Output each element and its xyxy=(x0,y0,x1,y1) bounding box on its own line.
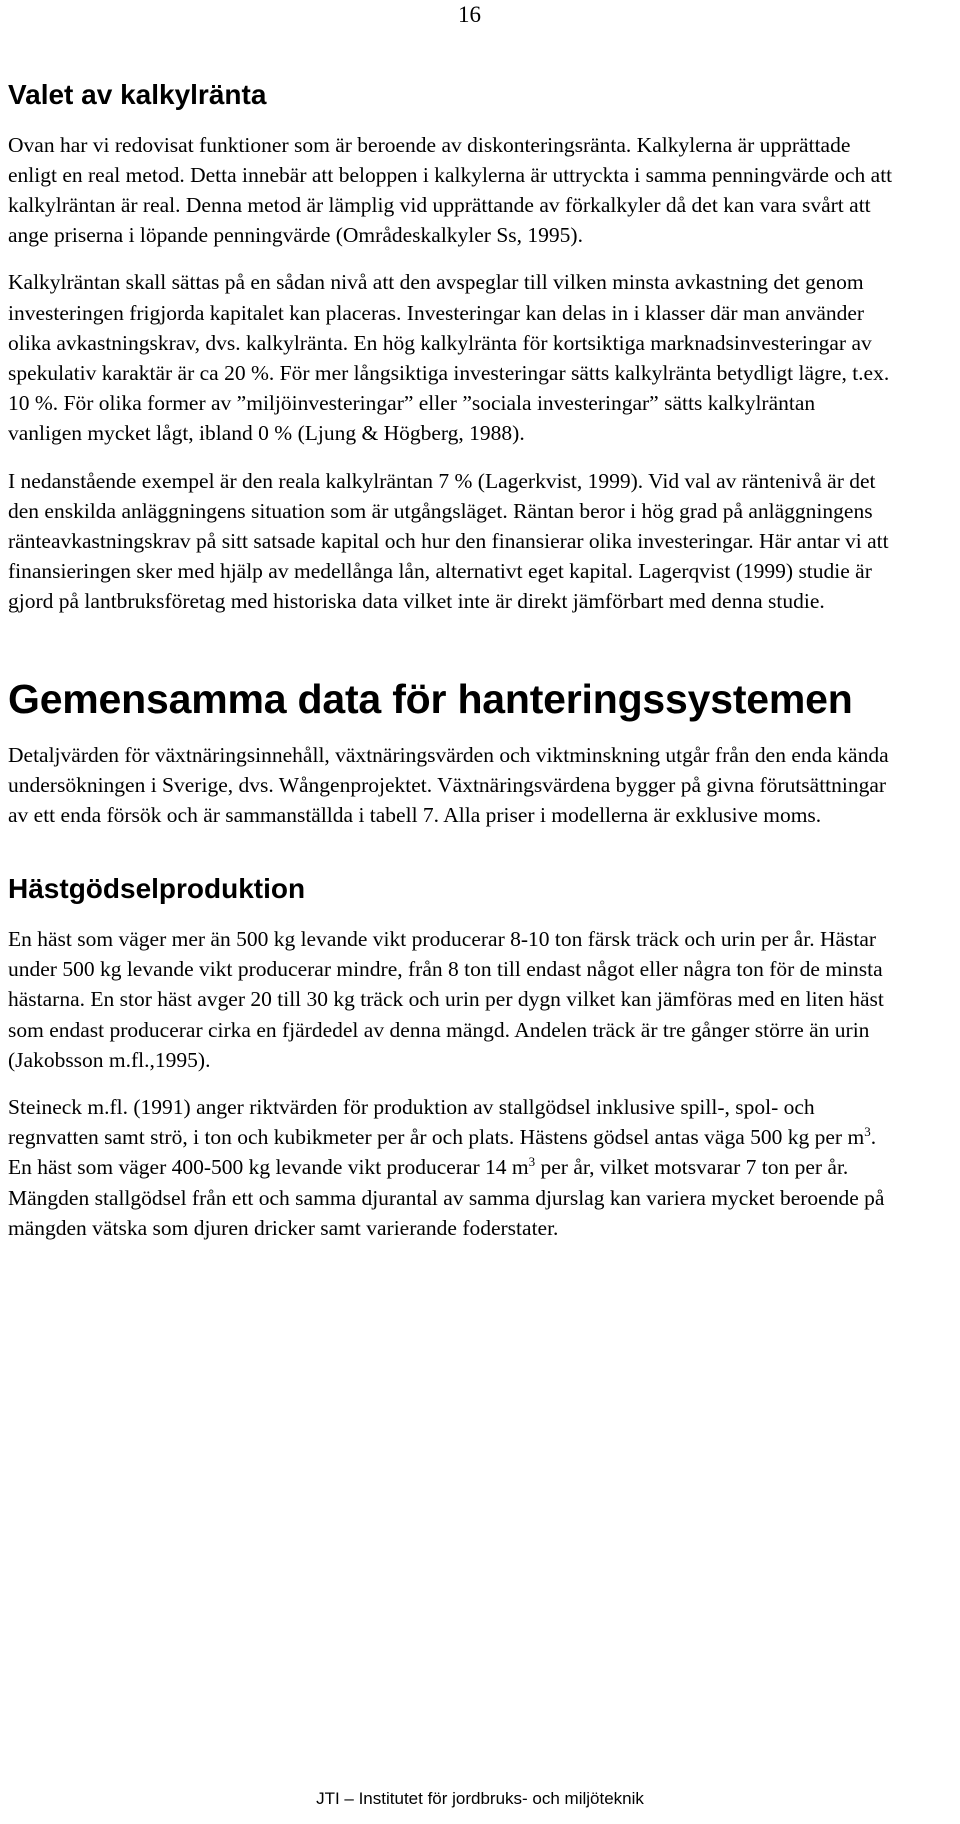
page-footer: JTI – Institutet för jordbruks- och miljöteknik xyxy=(316,1789,644,1808)
paragraph: Kalkylräntan skall sättas på en sådan nivå att den avspeglar till vilken minsta avkastning det genom investeringen frigjorda kapitalet kan placeras. Investeringar kan delas in i klasser där man använder olika avkastningskrav, dvs. kalkylränta. En hög kalkylränta för kortsiktiga marknadsinvesteringar av spekulativ karaktär är ca 20 %. För mer långsiktiga investeringar sätts kalkylränta betydligt lägre, t.ex. 10 %. För olika former av ”miljöinvesteringar” eller ”sociala investeringar” sätts kalkylräntan vanligen mycket lågt, ibland 0 % (Ljung & Högberg, 1988). xyxy=(8,270,890,446)
paragraph: Ovan har vi redovisat funktioner som är beroende av diskonteringsränta. Kalkylerna är upprättade enligt en real metod. Detta innebär att beloppen i kalkylerna är uttryckta i samma penningvärde och att kalkylräntan är real. Denna metod är lämplig vid upprättande av förkalkyler då det kan vara svårt att ange priserna i löpande penningvärde (Områdeskalkyler Ss, 1995). xyxy=(8,132,893,248)
section-heading-hastgodselproduktion: Hästgödselproduktion xyxy=(8,873,306,905)
page-number: 16 xyxy=(458,2,481,27)
superscript: 3 xyxy=(528,1154,536,1170)
chapter-heading-gemensamma-data: Gemensamma data för hanteringssystemen xyxy=(8,675,853,722)
superscript: 3 xyxy=(864,1124,871,1140)
document-body xyxy=(8,78,893,1260)
section-hastgodselproduktion xyxy=(8,872,893,1243)
text-run: per år, vilket motsvarar 7 ton per år. Mängden stallgödsel från ett och samma djurantal av samma djurslag kan variera mycket beroende på mängden vätska som djuren dricker samt varierande foderstater. xyxy=(8,1155,885,1240)
paragraph: Detaljvärden för växtnäringsinnehåll, växtnäringsvärden och viktminskning utgår från den enda kända undersökningen i Sverige, dvs. Wångenprojektet. Växtnäringsvärdena bygger på givna förutsättningar av ett enda försök och är sammanställda i tabell 7. Alla priser i modellerna är exklusive moms. xyxy=(8,742,889,828)
section-kalkylranta xyxy=(8,78,893,617)
section-heading-kalkylranta: Valet av kalkylränta xyxy=(8,79,267,110)
section-gemensamma-data xyxy=(8,675,893,831)
paragraph: I nedanstående exempel är den reala kalkylräntan 7 % (Lagerkvist, 1999). Vid val av räntenivå är det den enskilda anläggningens situation som är utgångsläget. Räntan beror i hög grad på anläggningens ränteavkastningskrav på sitt satsade kapital och hur den finansierar olika investeringar. Här antar vi att finansieringen sker med hjälp av medellånga lån, alternativt eget kapital. Lagerqvist (1999) studie är gjord på lantbruksföretag med historiska data vilket inte är direkt jämförbart med denna studie. xyxy=(8,468,889,614)
paragraph-with-units xyxy=(8,1092,893,1243)
text-run: Steineck m.fl. (1991) anger riktvärden för produktion av stallgödsel inklusive spill-, spol- och regnvatten samt strö, i ton och kubikmeter per år och plats. Hästens gödsel antas väga 500 kg per m xyxy=(8,1095,865,1150)
text-run: . En häst som väger 400-500 kg levande vikt producerar 14 m xyxy=(8,1125,877,1180)
paragraph: En häst som väger mer än 500 kg levande vikt producerar 8-10 ton färsk träck och urin per år. Hästar under 500 kg levande vikt producerar mindre, från 8 ton till endast något eller några ton för de minsta hästarna. En stor häst avger 20 till 30 kg träck och urin per dygn vilket kan jämföras med en liten häst som endast producerar cirka en fjärdedel av denna mängd. Andelen träck är tre gånger större än urin (Jakobsson m.fl.,1995). xyxy=(8,927,884,1072)
